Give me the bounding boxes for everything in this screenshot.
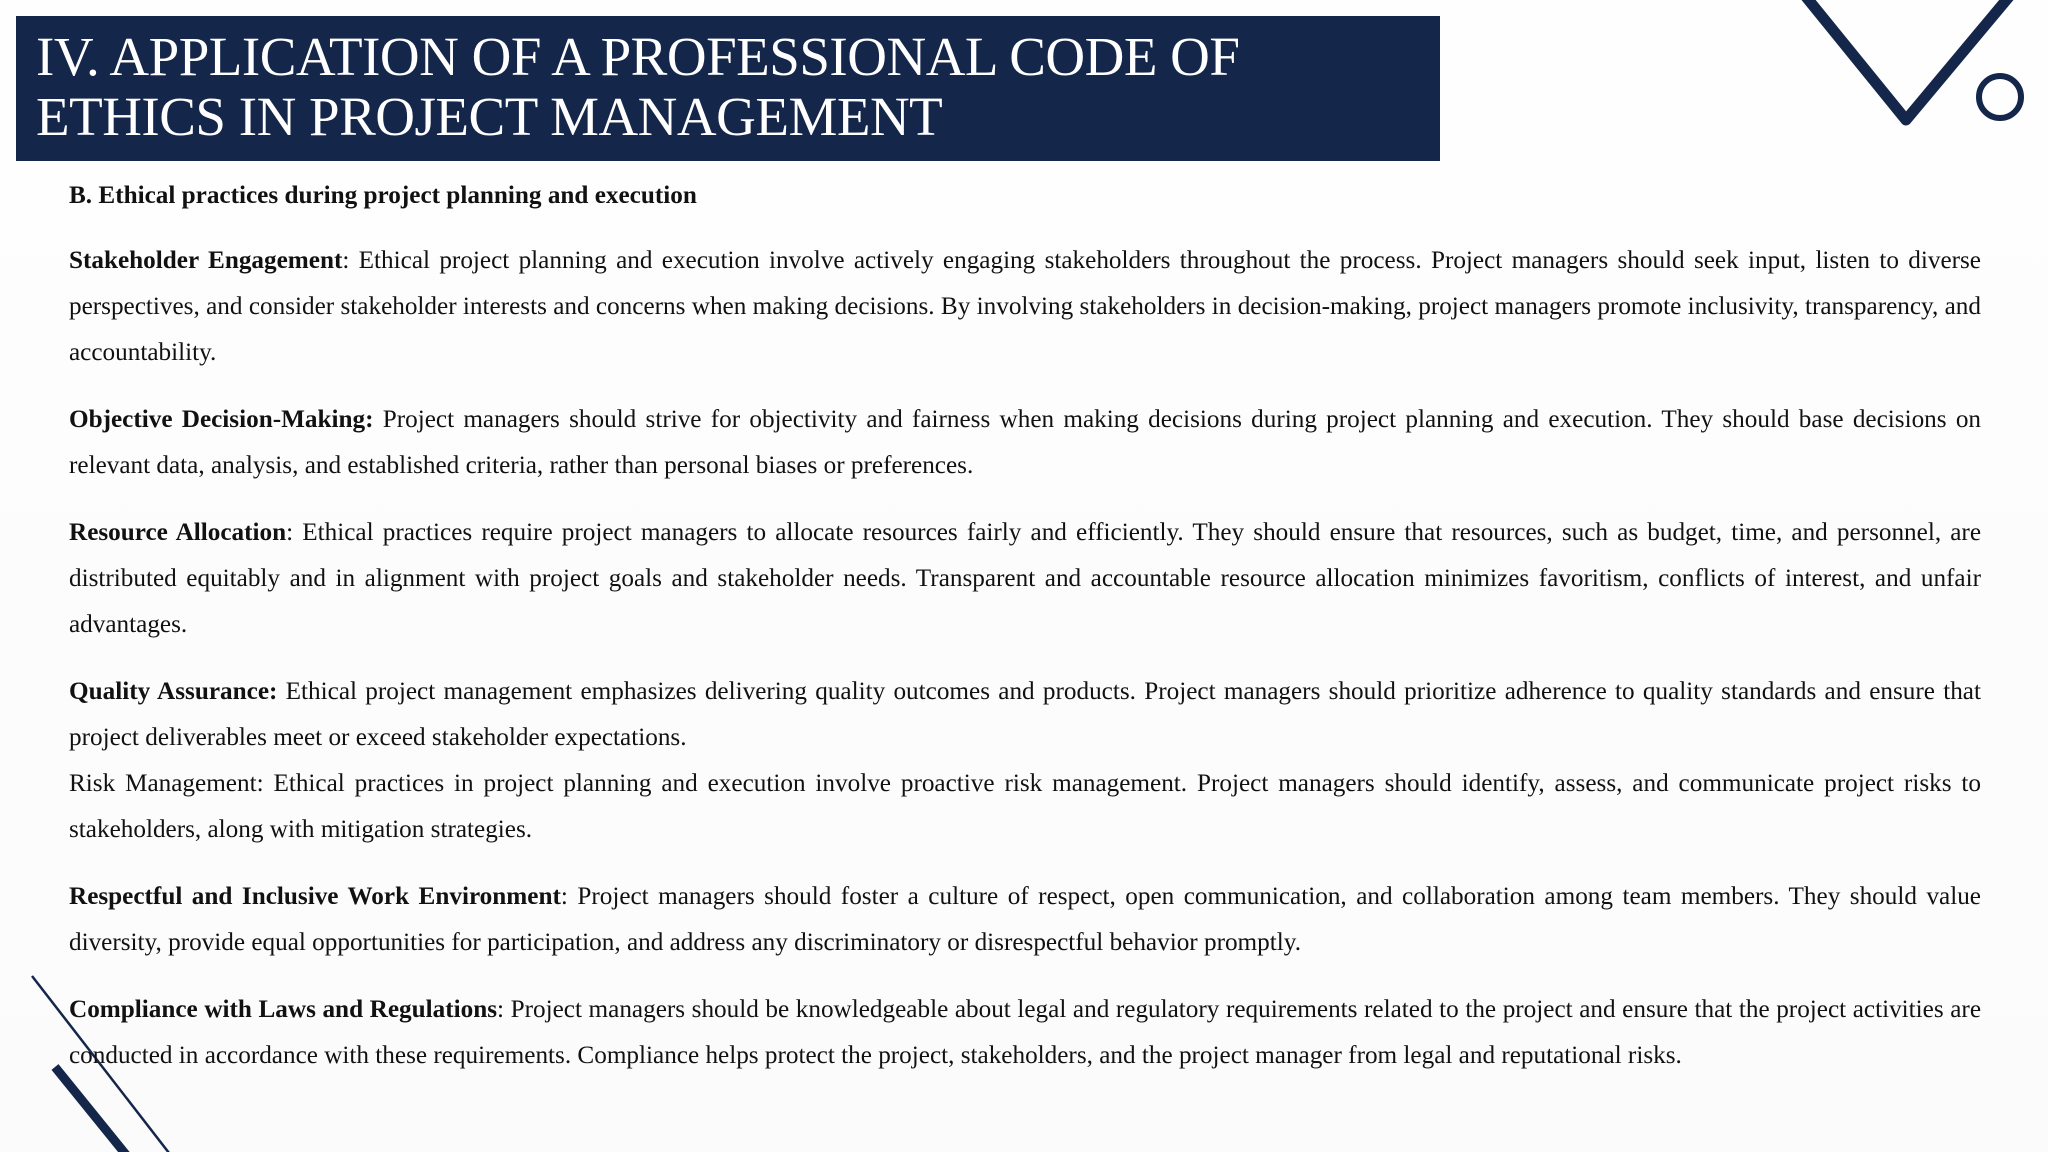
paragraph-term: Respectful and Inclusive Work Environment — [69, 883, 561, 910]
paragraph-text: : Project managers should foster a culture of respect, open communication, and collaboration among team members. They should value diversity, provide equal opportunities for participation, and address any discriminatory or disrespectful behavior promptly. — [69, 883, 1981, 956]
paragraph — [69, 669, 1981, 761]
section-subheading: B. Ethical practices during project planning and execution — [69, 182, 697, 209]
paragraph-term: Objective Decision-Making: — [69, 406, 374, 433]
paragraph-text: : Ethical project planning and execution involve actively engaging stakeholders throughout the process. Project managers should seek input, listen to diverse perspectives, and consider stakeholder interests and concerns when making decisions. By involving stakeholders in decision-making, project managers promote inclusivity, transparency, and accountability. — [69, 247, 1981, 366]
slide-content — [69, 176, 1981, 1100]
paragraph-text: Risk Management: Ethical practices in project planning and execution involve proactive risk management. Project managers should identify, assess, and communicate project risks to stakeholders, along with mitigation strategies. — [69, 770, 1981, 843]
paragraph — [69, 874, 1981, 966]
paragraph-text: : Ethical practices require project managers to allocate resources fairly and efficiently. They should ensure that resources, such as budget, time, and personnel, are distributed equitably and in alignment with project goals and stakeholder needs. Transparent and accountable resource allocation minimizes favoritism, conflicts of interest, and unfair advantages. — [69, 519, 1981, 638]
paragraph-text: Ethical project management emphasizes delivering quality outcomes and products. Project managers should prioritize adherence to quality standards and ensure that project deliverables meet or exceed stakeholder expectations. — [69, 678, 1981, 751]
paragraph-term: Compliance with Laws and Regulations — [69, 996, 498, 1023]
paragraph-term: Resource Allocation — [69, 519, 287, 546]
slide-title: IV. APPLICATION OF A PROFESSIONAL CODE OF ETHICS IN PROJECT MANAGEMENT — [36, 26, 1240, 147]
paragraph — [69, 397, 1981, 489]
paragraph-text: : Project managers should be knowledgeable about legal and regulatory requirements related to the project and ensure that the project activities are conducted in accordance with these requirements. Compliance helps protect the project, stakeholders, and the project manager from legal and reputational risks. — [69, 996, 1981, 1069]
chevron-circle-decoration-icon — [1768, 0, 2048, 140]
paragraph-text: Project managers should strive for objectivity and fairness when making decisions during project planning and execution. They should base decisions on relevant data, analysis, and established criteria, rather than personal biases or preferences. — [69, 406, 1982, 479]
paragraph — [69, 238, 1981, 376]
paragraph-list — [69, 238, 1981, 1079]
paragraph — [69, 761, 1981, 853]
title-bar — [16, 16, 1440, 161]
paragraph-term: Stakeholder Engagement — [69, 247, 343, 274]
paragraph-term: Quality Assurance: — [69, 678, 278, 705]
paragraph — [69, 987, 1981, 1079]
paragraph — [69, 510, 1981, 648]
